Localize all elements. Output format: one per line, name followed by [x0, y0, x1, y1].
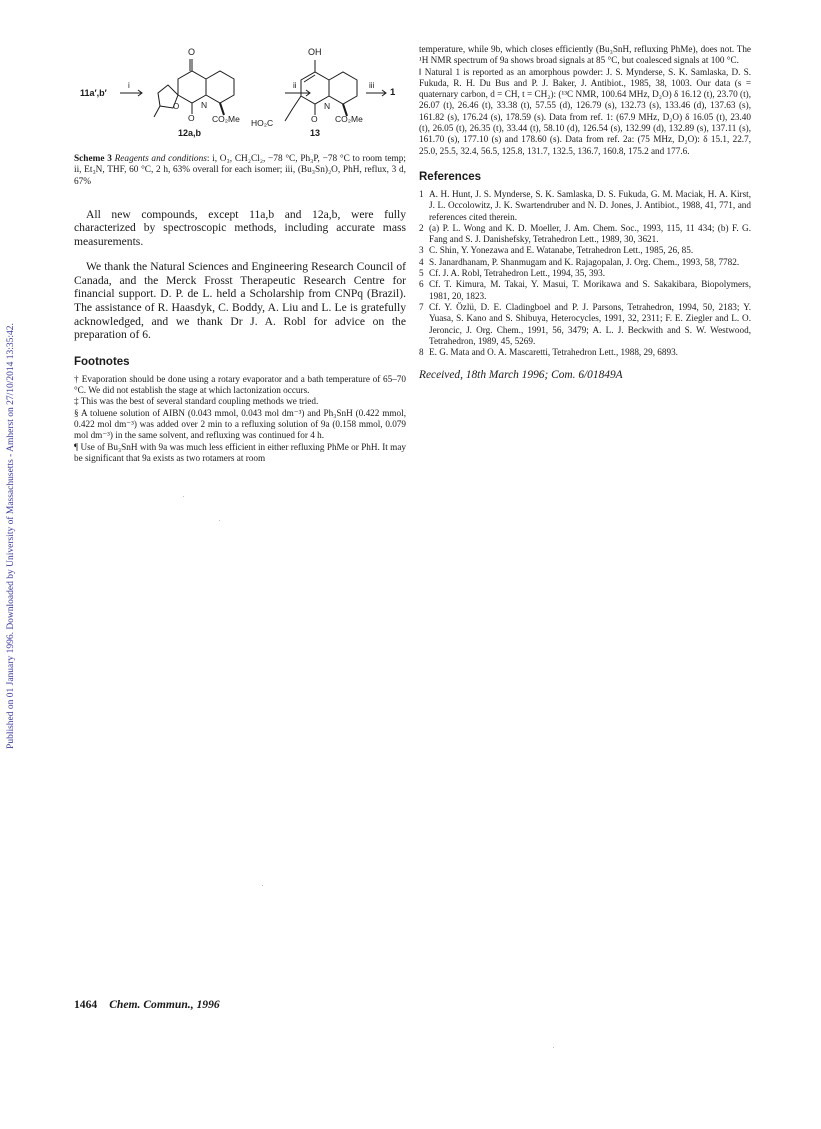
footnote: § A toluene solution of AIBN (0.043 mmol, 0.043 mol dm⁻³) and Ph₃SnH (0.422 mmol, 0.422 mol dm⁻³) was added over 2 min to a refluxing solution of 9a (0.158 mmol, 0.079 mol dm⁻³) in the same solvent, and refluxing was continued for 4 h. — [74, 407, 406, 441]
compound-12-label: 12a,b — [178, 128, 202, 138]
lactam-o-label-12: O — [188, 113, 195, 123]
reference-text: E. G. Mata and O. A. Mascaretti, Tetrahedron Lett., 1988, 29, 6893. — [429, 347, 678, 358]
reference-item — [419, 257, 751, 268]
scan-speck — [553, 1047, 554, 1048]
ketone-o-label: O — [188, 47, 196, 57]
ring-a-12 — [178, 71, 206, 103]
nitrogen-label-13: N — [324, 101, 331, 111]
caption-text: : i, O₃, CH₂Cl₂, −78 °C, Ph₃P, −78 °C to room temp; ii, Et₃N, THF, 60 °C, 2 h, 63% overall for each isomer; iii, (Bu₃Sn)₂O, PhH, reflux, 3 d, 67% — [74, 154, 407, 187]
reference-text: (a) P. L. Wong and K. D. Moeller, J. Am. Chem. Soc., 1993, 115, 11 434; (b) F. G. Fang and S. J. Danishefsky, Tetrahedron Lett., 1989, 30, 3621. — [429, 222, 751, 245]
reference-item — [419, 189, 751, 223]
reference-number: 6 — [419, 279, 424, 290]
reaction-scheme — [74, 44, 406, 148]
lactone-carbonyl — [154, 106, 160, 117]
scheme-caption — [74, 154, 406, 188]
ester-label-12: CO₂Me — [212, 114, 240, 124]
acid-label-13: HO₂C — [251, 118, 274, 128]
product-label: 1 — [390, 87, 396, 98]
footnote: † Evaporation should be done using a rotary evaporator and a bath temperature of 65–70 °C. We did not establish the stage at which lactonization occurs. — [74, 373, 406, 396]
page-number: 1464 — [74, 998, 98, 1011]
footnote-nmr-data: ‖ Natural 1 is reported as an amorphous powder: J. S. Mynderse, S. K. Samlaska, D. S. Fukuda, R. H. Du Bus and P. J. Baker, J. Antibiot., 1985, 38, 1003. Our data (s = quaternary carbon, d = CH, t = CH₂): (¹³C NMR, 100.64 MHz, D₂O) δ 16.12 (t), 23.70 (t), 26.07 (t), 26.46 (t), 33.38 (t), 57.55 (d), 126.79 (s), 132.73 (s), 133.46 (d), 137.63 (s), 161.82 (s), 176.24 (s), 178.59 (s). Data from ref. 1: (67.9 MHz, D₂O) δ 16.05 (t), 23.40 (t), 26.05 (t), 26.35 (t), 33.44 (t), 58.10 (d), 126.54 (s), 132.99 (d), 132.89 (s), 137.11 (s), 161.70 (s), 177.10 (s) and 178.60 (s). Data from ref. 2a: (75 MHz, D₂O): δ 15.1, 22.7, 25.0, 25.5, 32.4, 56.5, 125.8, 131.7, 132.5, 136.7, 160.8, 175.2 and 177.6. — [419, 66, 751, 156]
ring-a-13-double — [304, 75, 315, 82]
reference-number: 7 — [419, 301, 424, 312]
reference-number: 3 — [419, 245, 424, 256]
nitrogen-label-12: N — [201, 100, 208, 110]
reference-number: 5 — [419, 268, 424, 279]
arrow-iii-label: iii — [369, 81, 375, 90]
reference-item — [419, 279, 751, 302]
received-line: Received, 18th March 1996; Com. 6/01849A — [419, 369, 623, 382]
scheme-drawing — [74, 44, 406, 148]
compound-13-label: 13 — [310, 128, 321, 138]
lactam-o-label-13: O — [311, 114, 318, 124]
reference-text: S. Janardhanam, P. Shanmugam and K. Rajagopalan, J. Org. Chem., 1993, 58, 7782. — [429, 256, 740, 267]
reference-number: 8 — [419, 347, 424, 358]
scan-speck — [183, 496, 184, 497]
ring-a-13 — [301, 72, 329, 104]
reference-text: Cf. Y. Özlü, D. E. Cladingboel and P. J. Parsons, Tetrahedron, 1994, 50, 2183; Y. Yuasa, S. Kano and S. Shibuya, Heterocycles, 1991, 32, 2311; F. E. Ziegler and L. O. Jeroncic, J. Org. Chem., 1991, 56, 3479; A. L. J. Beckwith and S. W. Westwood, Tetrahedron, 1989, 45, 5269. — [429, 301, 751, 346]
reference-text: Cf. T. Kimura, M. Takai, Y. Masui, T. Morikawa and S. Sakakibara, Biopolymers, 1981, 20, 1823. — [429, 279, 751, 301]
ring-b-13 — [329, 72, 357, 104]
ring-b-12 — [206, 71, 234, 103]
arrow-ii-label: ii — [293, 81, 297, 90]
reference-item — [419, 268, 751, 279]
reference-text: Cf. J. A. Robl, Tetrahedron Lett., 1994, 35, 393. — [429, 268, 606, 279]
caption-head: Scheme 3 — [74, 154, 112, 164]
ring-o-label: O — [173, 102, 180, 111]
reference-item — [419, 302, 751, 347]
left-column — [74, 44, 406, 464]
footnotes-heading: Footnotes — [74, 355, 130, 368]
right-column — [419, 44, 751, 381]
scan-speck — [262, 885, 263, 886]
footnote: ‡ This was the best of several standard coupling methods we tried. — [74, 396, 319, 407]
reference-number: 1 — [419, 188, 424, 199]
acknowledgement-paragraph: We thank the Natural Sciences and Engineering Research Council of Canada, and the Merck Frosst Therapeutic Research Centre for financial support. D. P. de L. held a Scholarship from CNPq (Brazil). The assistance of R. Haasdyk, C. Boddy, A. Liu and L. Le is gratefully acknowledged, and we thank Dr J. A. Robl for advice on the preparation of 6. — [74, 260, 406, 342]
footnote-continued: temperature, while 9b, which closes efficiently (Bu₃SnH, refluxing PhMe), does not. The ¹H NMR spectrum of 9a shows broad signals at 85 °C, but coalesced signals at 100 °C. — [419, 44, 751, 66]
reference-item — [419, 347, 751, 358]
chain-2-13 — [285, 108, 293, 121]
page-footer — [74, 998, 220, 1011]
reference-text: A. H. Hunt, J. S. Mynderse, S. K. Samlaska, D. S. Fukuda, G. M. Maciak, H. A. Kirst, J. L. Occolowitz, J. K. Swartendruber and N. D. Jones, J. Antibiot., 1988, 41, 771, and references cited therein. — [429, 188, 751, 222]
reference-number: 4 — [419, 256, 424, 267]
arrow-i-label: i — [128, 81, 130, 90]
download-note: Published on 01 January 1996. Downloaded by University of Massachusetts - Amherst on 27/10/2014 13:35:42. — [6, 323, 16, 749]
start-compound-label: 11a′,b′ — [80, 88, 107, 98]
scan-speck — [219, 520, 220, 521]
references-heading: References — [419, 170, 482, 183]
journal-name: Chem. Commun., 1996 — [109, 998, 220, 1011]
reference-number: 2 — [419, 222, 424, 233]
ester-label-13: CO₂Me — [335, 114, 363, 124]
chain-1-13 — [293, 96, 301, 108]
reference-item — [419, 223, 751, 246]
reference-item — [419, 245, 751, 256]
footnote: ¶ Use of Bu₃SnH with 9a was much less efficient in either refluxing PhMe or PhH. It may be significant that 9a exists as two rotamers at room — [74, 441, 406, 463]
caption-italic: Reagents and conditions — [114, 154, 207, 164]
reference-text: C. Shin, Y. Yonezawa and E. Watanabe, Tetrahedron Lett., 1985, 26, 85. — [429, 245, 694, 256]
body-paragraph: All new compounds, except 11a,b and 12a,b, were fully characterized by spectroscopic methods, including accurate mass measurements. — [74, 207, 406, 249]
hydroxyl-label: OH — [308, 47, 322, 57]
